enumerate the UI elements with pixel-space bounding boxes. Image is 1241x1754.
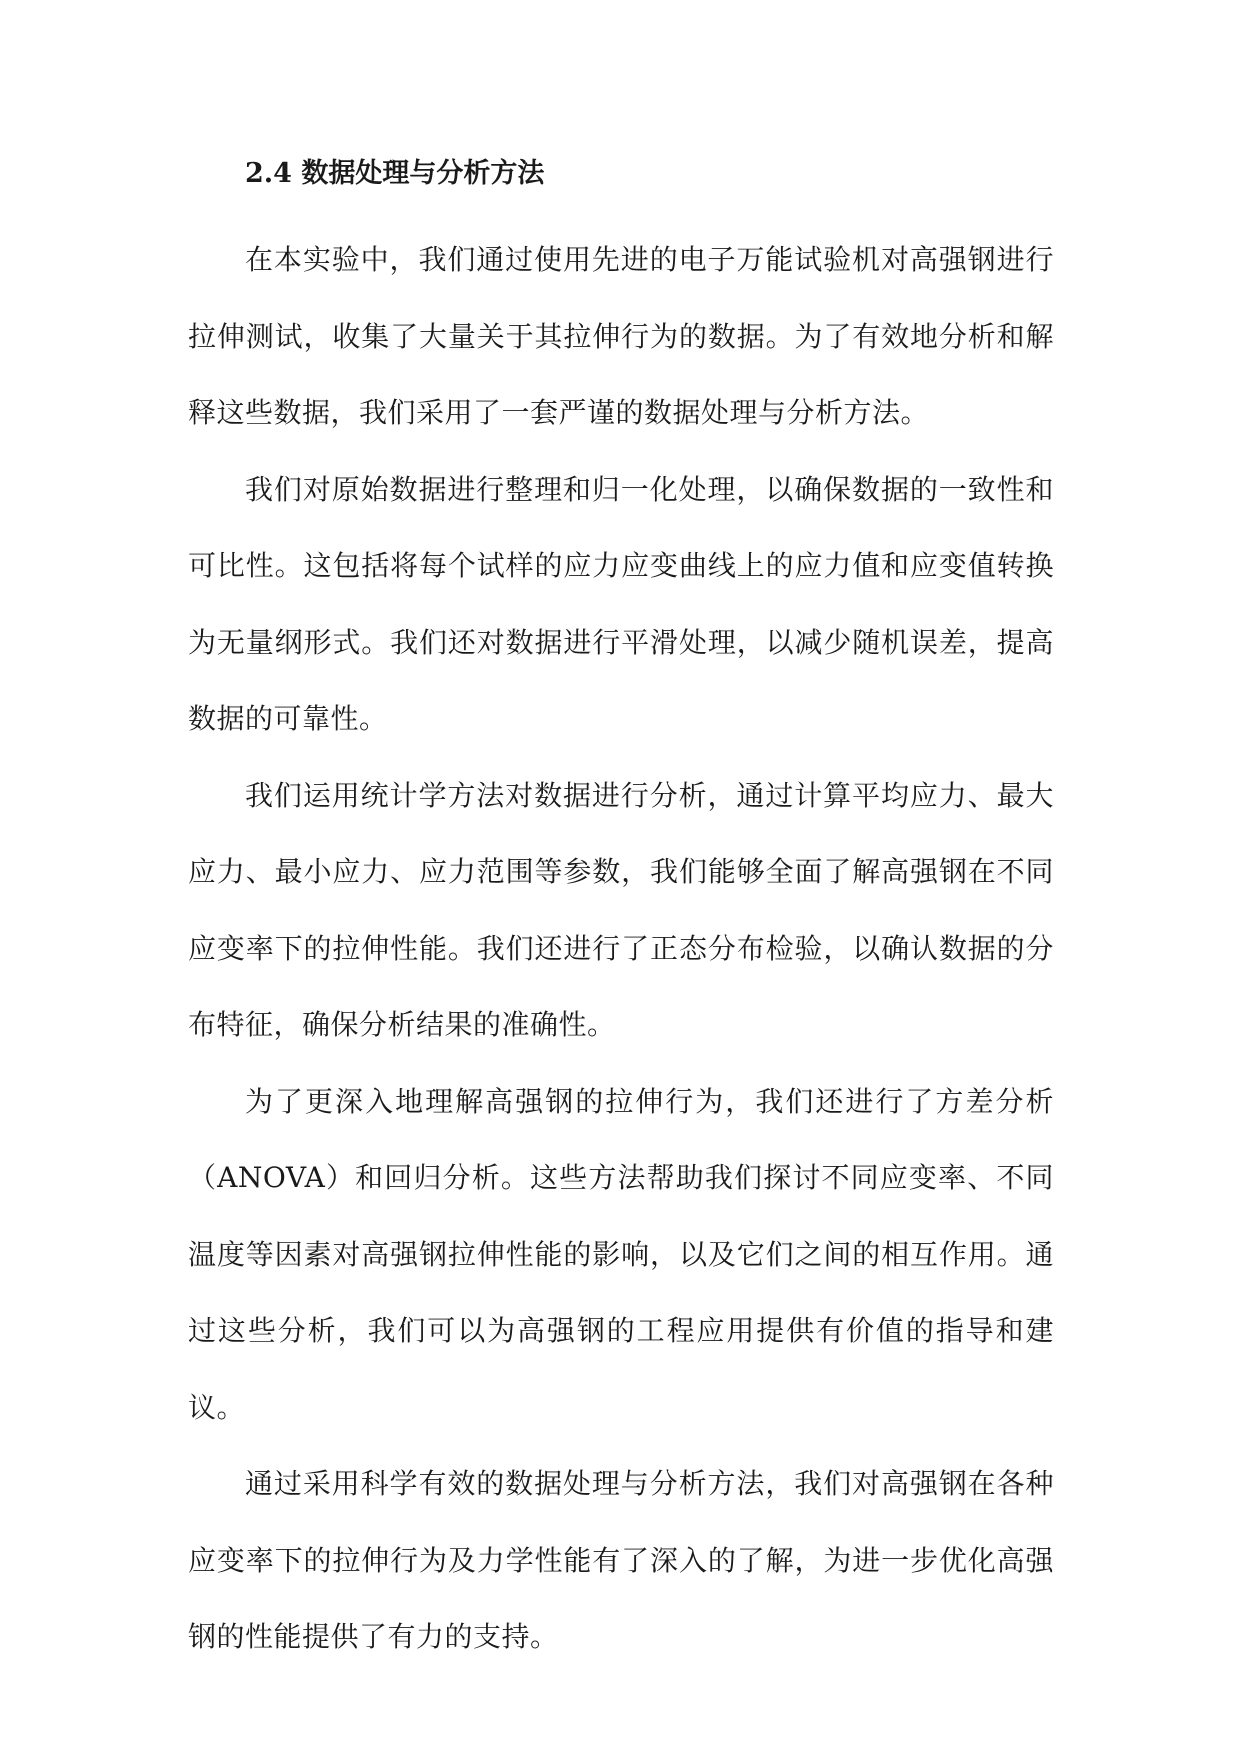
paragraph-intro: 在本实验中，我们通过使用先进的电子万能试验机对高强钢进行拉伸测试，收集了大量关于其拉伸行为的数据。为了有效地分析和解释这些数据，我们采用了一套严谨的数据处理与分析方法。 — [188, 243, 1054, 429]
paragraph-normalization: 我们对原始数据进行整理和归一化处理，以确保数据的一致性和可比性。这包括将每个试样的应力应变曲线上的应力值和应变值转换为无量纲形式。我们还对数据进行平滑处理，以减少随机误差，提高数据的可靠性。 — [188, 472, 1054, 735]
section-heading: 2.4 数据处理与分析方法 — [245, 158, 545, 189]
paragraph-anova-regression: 为了更深入地理解高强钢的拉伸行为，我们还进行了方差分析（ANOVA）和回归分析。这些方法帮助我们探讨不同应变率、不同温度等因素对高强钢拉伸性能的影响，以及它们之间的相互作用。通过这些分析，我们可以为高强钢的工程应用提供有价值的指导和建议。 — [188, 1084, 1054, 1424]
paragraph-conclusion: 通过采用科学有效的数据处理与分析方法，我们对高强钢在各种应变率下的拉伸行为及力学性能有了深入的了解，为进一步优化高强钢的性能提供了有力的支持。 — [188, 1467, 1054, 1653]
paragraph-statistics: 我们运用统计学方法对数据进行分析，通过计算平均应力、最大应力、最小应力、应力范围等参数，我们能够全面了解高强钢在不同应变率下的拉伸性能。我们还进行了正态分布检验，以确认数据的分布特征，确保分析结果的准确性。 — [188, 778, 1054, 1041]
document-body — [188, 146, 1054, 1676]
